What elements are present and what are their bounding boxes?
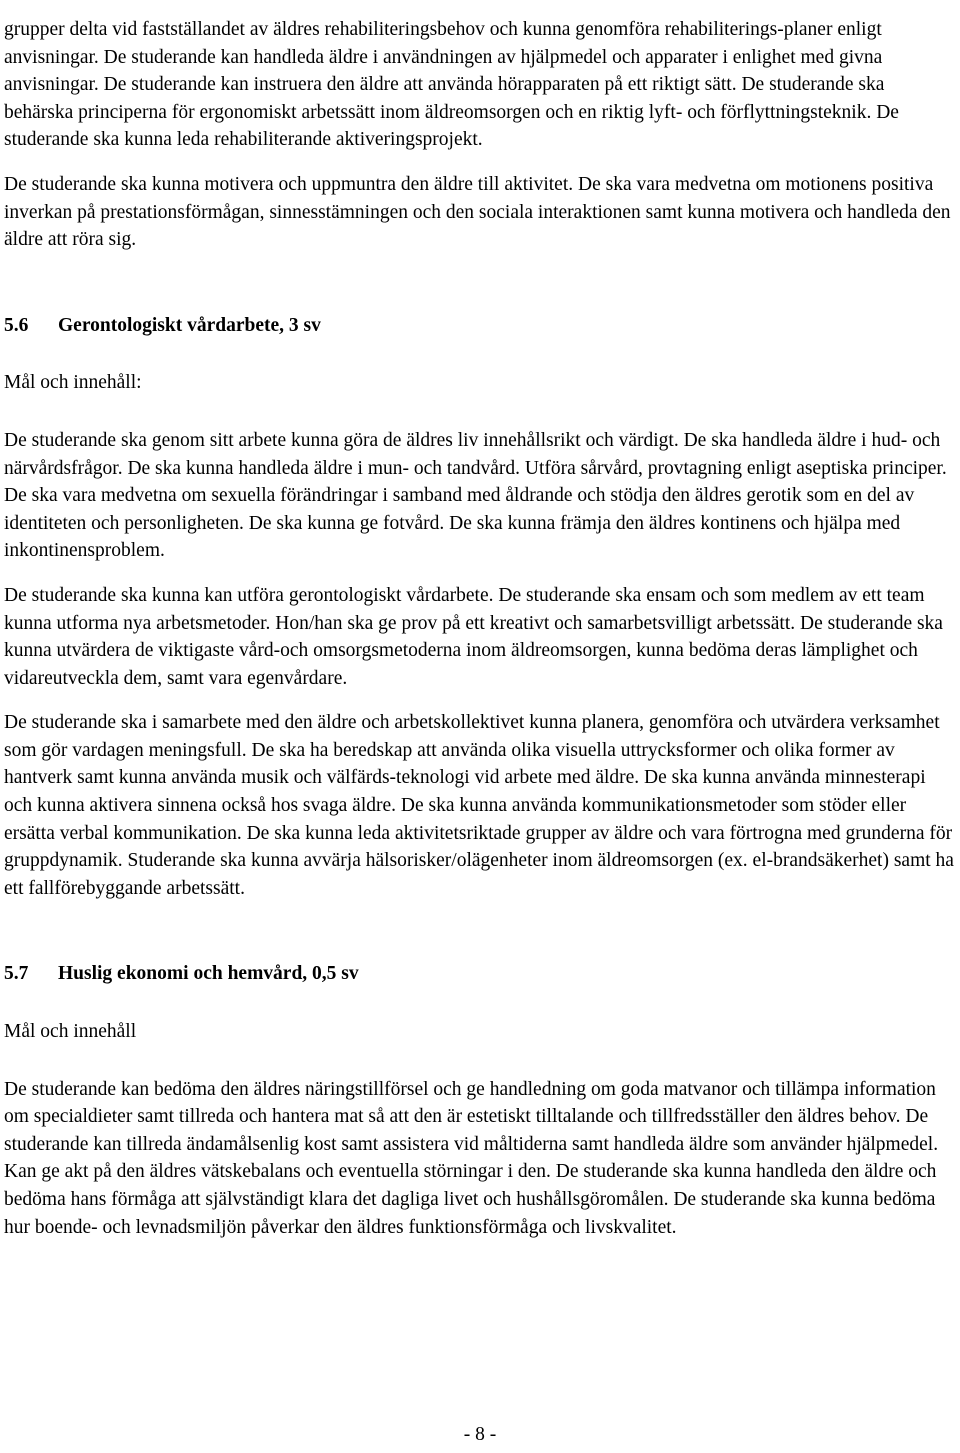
section-subheading: Mål och innehåll bbox=[4, 1021, 137, 1043]
section-title: Huslig ekonomi och hemvård, 0,5 sv bbox=[58, 963, 359, 985]
section-5-6-paragraph-1: De studerande ska genom sitt arbete kunna göra de äldres liv innehållsrikt och värdigt. De ska handleda äldre i hud- och närvårdsfrågor. De ska kunna handleda äldre i mun- och tandvård. Utföra sårvård, provtagning enligt aseptiska principer. De ska vara medvetna om sexuella förändringar i samband med åldrande och stödja den äldres gerotik som en del av identiteten och personligheten. De ska kunna ge fotvård. De ska kunna främja den äldres kontinens och hjälpa med inkontinensproblem. bbox=[4, 429, 947, 562]
section-5-7-paragraph-1: De studerande kan bedöma den äldres näringstillförsel och ge handledning om goda matvanor och tillämpa information om specialdieter samt tillreda och hantera mat så att den är estetiskt tilltalande och tillfredsställer den äldres behov. De studerande kan tillreda ändamålsenlig kost samt assistera vid måltiderna samt handleda äldre som använder hjälpmedel. Kan ge akt på den äldres vätskebalans och eventuella störningar i den. De studerande ska kunna handleda den äldre och bedöma hans förmåga att självständigt klara det dagliga livet och hushållsgöromålen. De studerande ska kunna bedöma hur boende- och levnadsmiljön påverkar den äldres funktionsförmåga och livskvalitet. bbox=[4, 1078, 939, 1238]
intro-paragraph-1: grupper delta vid fastställandet av äldres rehabiliteringsbehov och kunna genomföra rehabiliterings-planer enligt anvisningar. De studerande kan handleda äldre i användningen av hjälpmedel och apparater i enlighet med givna anvisningar. De studerande kan instruera den äldre att använda hörapparaten på ett riktigt sätt. De studerande ska behärska principerna för ergonomiskt arbetssätt inom äldreomsorgen och en riktig lyft- och förflyttningsteknik. De studerande ska kunna leda rehabiliterande aktiveringsprojekt. bbox=[4, 19, 899, 151]
section-subheading: Mål och innehåll: bbox=[4, 372, 142, 394]
section-heading-5-6 bbox=[4, 312, 954, 340]
section-5-6-paragraph-3: De studerande ska i samarbete med den äldre och arbetskollektivet kunna planera, genomföra och utvärdera verksamhet som gör vardagen meningsfull. De ska ha beredskap att använda olika visuella uttrycksformer och olika former av hantverk samt kunna använda musik och välfärds-teknologi vid arbete med äldre. De ska kunna använda minnesterapi och kunna aktivera sinnena också hos svaga äldre. De ska kunna använda kommunikationsmetoder som stöder eller ersätta verbal kommunikation. De ska kunna leda aktivitetsriktade grupper av äldre och vara förtrogna med grunderna för gruppdynamik. Studerande ska kunna avvärja hälsorisker/olägenheter inom äldreomsorgen (ex. el-brandsäkerhet) samt ha ett fallförebyggande arbetssätt. bbox=[4, 712, 954, 899]
section-heading-5-7 bbox=[4, 960, 954, 988]
section-number: 5.7 bbox=[4, 963, 29, 985]
section-number: 5.6 bbox=[4, 314, 29, 336]
section-title: Gerontologiskt vårdarbete, 3 sv bbox=[58, 314, 321, 336]
intro-paragraph-2: De studerande ska kunna motivera och uppmuntra den äldre till aktivitet. De ska vara medvetna om motionens positiva inverkan på prestationsförmågan, sinnesstämningen och den sociala interaktionen samt kunna motivera och handleda den äldre att röra sig. bbox=[4, 173, 951, 251]
page-number: - 8 - bbox=[463, 1424, 497, 1445]
section-5-6-paragraph-2: De studerande ska kunna kan utföra gerontologiskt vårdarbete. De studerande ska ensam och som medlem av ett team kunna utforma nya arbetsmetoder. Hon/han ska ge prov på ett kreativt och samarbetsvilligt arbetssätt. De studerande ska kunna utvärdera de viktigaste vård-och omsorgsmetoderna inom äldreomsorgen, kunna bedöma deras lämplighet och vidareutveckla dem, samt vara egenvårdare. bbox=[4, 584, 943, 689]
